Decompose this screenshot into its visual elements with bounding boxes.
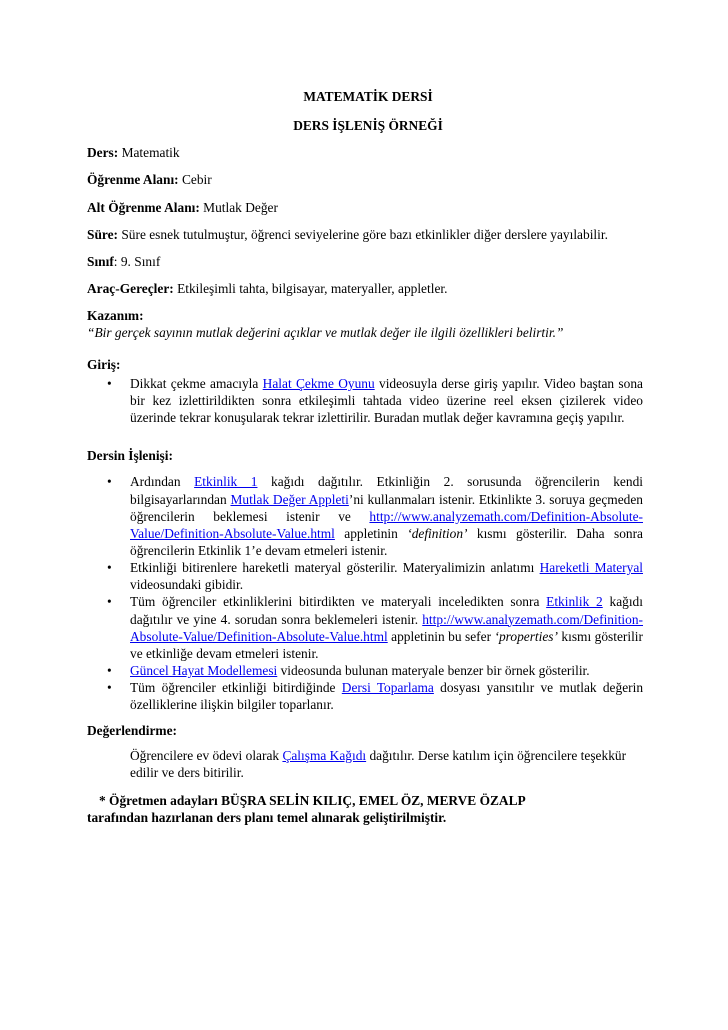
giris-list xyxy=(87,375,643,426)
islenis-item-1-emphasis: ‘definition’ xyxy=(407,525,468,541)
field-ogrenme-alani-value: Cebir xyxy=(178,172,212,188)
field-sure xyxy=(87,226,643,243)
islenis-item-4-text-1: videosunda bulunan materyale benzer bir örnek gösterilir. xyxy=(277,663,590,679)
link-hareketli-materyal[interactable]: Hareketli Materyal xyxy=(539,560,643,576)
field-sinif xyxy=(87,253,643,270)
islenis-list xyxy=(87,473,643,713)
field-ders-value: Matematik xyxy=(118,145,180,161)
degerlendirme-text xyxy=(87,747,643,781)
link-calisma-kagidi[interactable]: Çalışma Kağıdı xyxy=(282,747,367,763)
islenis-item-3-text-2: kağıdı dağıtılır ve yine 4. sorudan sonra beklemeleri istenir. xyxy=(130,594,643,627)
field-ogrenme-alani xyxy=(87,171,643,188)
islenis-item-1 xyxy=(87,473,643,559)
bullet-icon: • xyxy=(107,663,112,679)
islenis-item-3-text-4: kısmı gösterilir ve etkinliğe devam etmeleri istenir. xyxy=(130,628,643,661)
kazanim-heading: Kazanım: xyxy=(87,308,144,324)
islenis-item-3 xyxy=(87,593,643,662)
field-sinif-label: Sınıf xyxy=(87,253,114,269)
field-sure-label: Süre: xyxy=(87,226,118,242)
link-guncel-hayat-modellemesi[interactable]: Güncel Hayat Modellemesi xyxy=(130,663,278,679)
giris-text-1: Dikkat çekme amacıyla xyxy=(130,375,263,391)
islenis-item-5 xyxy=(87,679,643,713)
field-arac-gerecler-value: Etkileşimli tahta, bilgisayar, materyaller, appletler. xyxy=(173,281,448,297)
islenis-item-1-text-4: appletinin xyxy=(334,525,408,541)
link-halat-cekme-oyunu[interactable]: Halat Çekme Oyunu xyxy=(262,375,375,391)
link-mutlak-deger-appleti[interactable]: Mutlak Değer Appleti xyxy=(230,491,349,507)
field-alt-ogrenme-alani xyxy=(87,199,643,216)
footer-line-1: * Öğretmen adayları BÜŞRA SELİN KILIÇ, EMEL ÖZ, MERVE ÖZALP xyxy=(99,793,526,808)
islenis-item-3-emphasis: ‘properties’ xyxy=(494,628,558,644)
islenis-item-2-text-2: videosundaki gibidir. xyxy=(130,577,244,593)
field-arac-gerecler xyxy=(87,280,643,297)
islenis-item-3-text-3: appletinin bu sefer xyxy=(387,628,495,644)
islenis-item-1-text-2: kağıdı dağıtılır. Etkinliğin 2. sorusunda öğrencilerin kendi bilgisayarlarından xyxy=(130,474,643,507)
field-alt-ogrenme-alani-value: Mutlak Değer xyxy=(199,199,278,215)
document-title: MATEMATİK DERSİ xyxy=(303,89,433,104)
bullet-icon: • xyxy=(107,594,112,610)
field-ogrenme-alani-label: Öğrenme Alanı: xyxy=(87,172,179,188)
footer-line-2: tarafından hazırlanan ders planı temel alınarak geliştirilmiştir. xyxy=(87,810,447,826)
bullet-icon: • xyxy=(107,680,112,696)
islenis-item-3-text-1: Tüm öğrenciler etkinliklerini bitirdikten ve materyali inceledikten sonra xyxy=(130,594,547,610)
islenis-item-1-text-3: ’ni kullanmaları istenir. Etkinlikte 3. soruya geçmeden öğrencilerin beklemesi istenir ve xyxy=(130,491,644,524)
islenis-item-5-text-2: dosyası yansıtılır ve mutlak değerin özelliklerine ilişkin bilgiler toparlanır. xyxy=(130,680,644,713)
kazanim-text: “Bir gerçek sayının mutlak değerini açıklar ve mutlak değer ile ilgili özellikleri belirtir.” xyxy=(87,325,564,341)
islenis-item-2-text-1: Etkinliği bitirenlere hareketli materyal gösterilir. Materyalimizin anlatımı xyxy=(130,560,540,576)
field-sinif-value: : 9. Sınıf xyxy=(113,253,161,269)
link-etkinlik-2[interactable]: Etkinlik 2 xyxy=(546,594,603,610)
islenis-item-5-text-1: Tüm öğrenciler etkinliği bitirdiğinde xyxy=(130,680,342,696)
field-alt-ogrenme-alani-label: Alt Öğrenme Alanı: xyxy=(87,199,200,215)
islenis-heading: Dersin İşlenişi: xyxy=(87,448,173,464)
document-subtitle: DERS İŞLENİŞ ÖRNEĞİ xyxy=(293,118,443,134)
degerlendirme-text-2: dağıtılır. Derse katılım için öğrencilere teşekkür edilir ve ders bitirilir. xyxy=(130,747,627,780)
link-dersi-toparlama[interactable]: Dersi Toparlama xyxy=(341,680,434,696)
footer-credit xyxy=(87,792,643,826)
bullet-icon: • xyxy=(107,560,112,576)
field-arac-gerecler-label: Araç-Gereçler: xyxy=(87,281,174,297)
field-ders xyxy=(87,144,643,161)
islenis-item-4 xyxy=(87,662,643,679)
field-ders-label: Ders: xyxy=(87,145,119,161)
giris-heading: Giriş: xyxy=(87,356,121,372)
degerlendirme-text-1: Öğrencilere ev ödevi olarak xyxy=(130,747,283,763)
islenis-item-2 xyxy=(87,559,643,593)
giris-list-item xyxy=(87,375,643,426)
giris-text-2: videosuyla derse giriş yapılır. Video baştan sona bir kez izlettirildikten sonra etkileşimli tahtada video üzerine reel eksen çizilerek video üzerinde tekrar konuşularak tekrar izlettirilir. Buradan mutlak değer kavramına geçiş yapılır. xyxy=(130,375,643,426)
document-page xyxy=(87,88,643,826)
degerlendirme-heading: Değerlendirme: xyxy=(87,722,177,738)
bullet-icon: • xyxy=(107,474,112,490)
link-analyzemath-properties[interactable]: http://www.analyzemath.com/Definition-Absolute-Value/Definition-Absolute-Value.html xyxy=(130,611,643,644)
field-sure-value: Süre esnek tutulmuştur, öğrenci seviyelerine göre bazı etkinlikler diğer derslere yayılabilir. xyxy=(118,226,608,242)
link-etkinlik-1[interactable]: Etkinlik 1 xyxy=(194,474,258,490)
link-analyzemath-definition[interactable]: http://www.analyzemath.com/Definition-Absolute-Value/Definition-Absolute-Value.html xyxy=(130,508,643,541)
islenis-item-1-text-5: kısmı gösterilir. Daha sonra öğrencilerin Etkinlik 1’e devam etmeleri istenir. xyxy=(130,525,643,558)
islenis-item-1-text-1: Ardından xyxy=(130,474,195,490)
bullet-icon: • xyxy=(107,375,112,391)
